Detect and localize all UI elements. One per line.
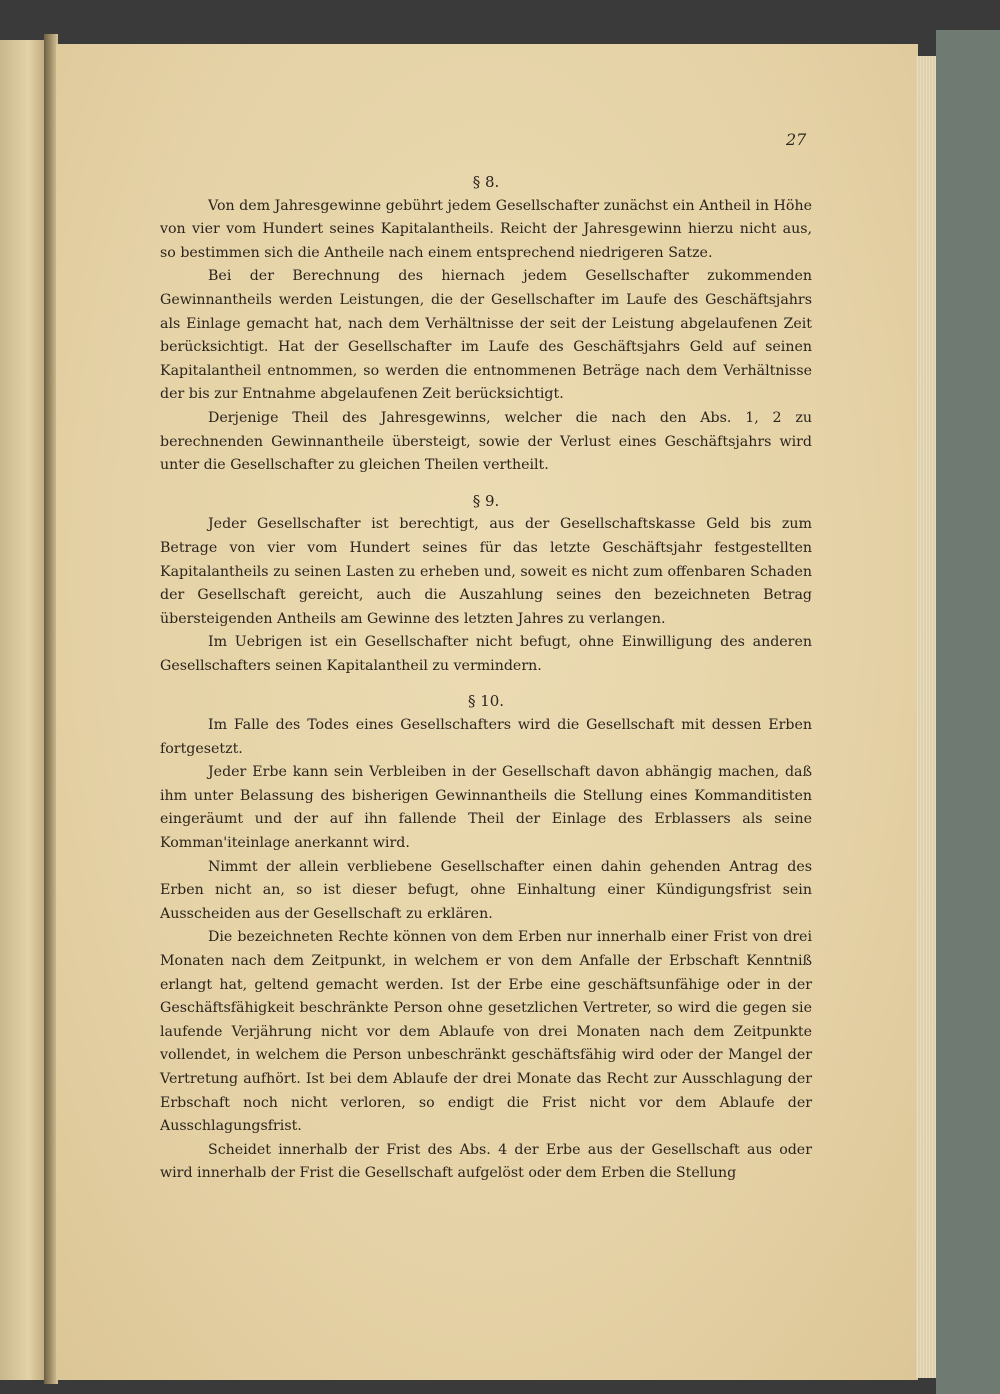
paragraph: Jeder Gesellschafter ist berechtigt, aus der Gesellschaftskasse Geld bis zum Betrage von vier vom Hundert seines für das letzte Geschäftsjahr festgestellten Kapitalantheils zu seinen Lasten zu erheben und, soweit es nicht zum offenbaren Schaden der Gesellschaft gereicht, auch die Auszahlung seines den bezeichneten Betrag übersteigenden Antheils am Gewinne des letzten Jahres zu verlangen. bbox=[160, 516, 812, 627]
paragraph: Bei der Berechnung des hiernach jedem Gesellschafter zukommenden Gewinnantheils werden Leistungen, die der Gesellschafter im Laufe des Geschäftsjahrs als Einlage gemacht hat, nach dem Verhältnisse der seit der Leistung abgelaufenen Zeit berücksichtigt. Hat der Gesellschafter im Laufe des Geschäftsjahrs Geld auf seinen Kapitalantheil entnommen, so werden die entnommenen Beträge nach dem Verhältnisse der bis zur Entnahme abgelaufenen Zeit berücksichtigt. bbox=[160, 268, 812, 403]
section-title: § 9. bbox=[472, 491, 500, 510]
section-8 bbox=[160, 171, 812, 478]
page-text bbox=[160, 171, 812, 1186]
paragraph: Im Uebrigen ist ein Gesellschafter nicht befugt, ohne Einwilligung des anderen Gesellschafters seinen Kapitalantheil zu vermindern. bbox=[160, 634, 812, 674]
page-number: 27 bbox=[786, 130, 807, 149]
paragraph: Nimmt der allein verbliebene Gesellschafter einen dahin gehenden Antrag des Erben nicht an, so ist dieser befugt, ohne Einhaltung einer Kündigungsfrist sein Ausscheiden aus der Gesellschaft zu erklären. bbox=[160, 858, 812, 922]
page-stack-edge bbox=[916, 56, 938, 1378]
paragraph: Jeder Erbe kann sein Verbleiben in der Gesellschaft davon abhängig machen, daß ihm unter Belassung des bisherigen Gewinnantheils die Stellung eines Kommanditisten eingeräumt und der auf ihn fallende Theil der Einlage des Erblassers als seine Komman'iteinlage anerkannt wird. bbox=[160, 764, 812, 852]
paragraph: Im Falle des Todes eines Gesellschafters wird die Gesellschaft mit dessen Erben fortgesetzt. bbox=[160, 717, 812, 757]
facing-page-edge bbox=[0, 40, 48, 1380]
section-9 bbox=[160, 490, 812, 679]
book-cover bbox=[936, 30, 1000, 1394]
paragraph: Die bezeichneten Rechte können von dem Erben nur innerhalb einer Frist von drei Monaten nach dem Zeitpunkt, in welchem er von dem Anfalle der Erbschaft Kenntniß erlangt hat, geltend gemacht werden. Ist der Erbe eine geschäftsunfähige oder in der Geschäftsfähigkeit beschränkte Person ohne gesetzlichen Vertreter, so wird die gegen sie laufende Verjährung nicht vor dem Ablaufe von drei Monaten nach dem Zeitpunkte vollendet, in welchem die Person unbeschränkt geschäftsfähig wird oder der Mangel der Vertretung aufhört. Ist bei dem Ablaufe der drei Monate das Recht zur Ausschlagung der Erbschaft noch nicht verloren, so endigt die Frist nicht vor dem Ablaufe der Ausschlagungsfrist. bbox=[160, 929, 812, 1135]
section-title: § 8. bbox=[472, 173, 500, 191]
paragraph: Von dem Jahresgewinne gebührt jedem Gesellschafter zunächst ein Antheil in Höhe von vier vom Hundert seines Kapitalantheils. Reicht der Jahresgewinn hierzu nicht aus, so bestimmen sich die Antheile nach einem entsprechend niedrigeren Satze. bbox=[160, 197, 812, 261]
section-title: § 10. bbox=[467, 692, 505, 711]
paragraph: Derjenige Theil des Jahresgewinns, welcher die nach den Abs. 1, 2 zu berechnenden Gewinnantheile übersteigt, sowie der Verlust eines Geschäftsjahrs wird unter die Gesellschafter zu gleichen Theilen vertheilt. bbox=[160, 409, 812, 474]
section-10 bbox=[160, 690, 812, 1185]
paragraph: Scheidet innerhalb der Frist des Abs. 4 der Erbe aus der Gesellschaft aus oder wird innerhalb der Frist die Gesellschaft aufgelöst oder dem Erben die Stellung bbox=[160, 1141, 812, 1182]
